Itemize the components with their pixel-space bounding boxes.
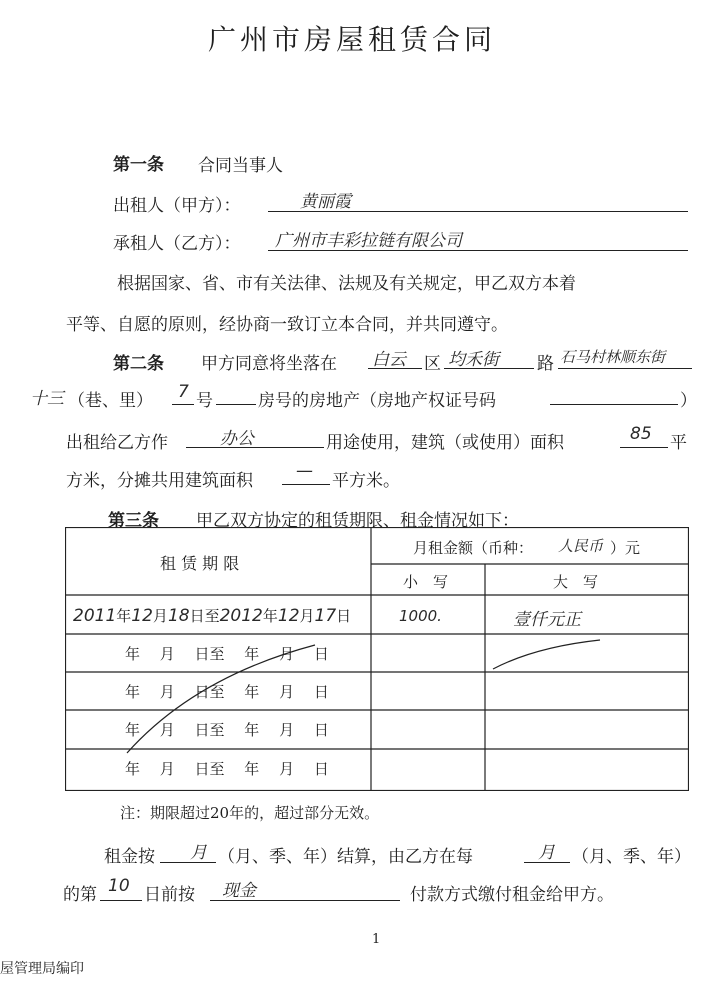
article1-paragraph-line1: 根据国家、省、市有关法律、法规及有关规定，甲乙双方本着 xyxy=(117,274,576,294)
article2-text6: 房号的房地产（房地产权证号码 xyxy=(258,391,496,411)
currency-value: 人民币 xyxy=(558,537,604,555)
article1-paragraph-line2: 平等、自愿的原则，经协商一致订立本合同，并共同遵守。 xyxy=(66,315,508,335)
settlement-unit1: 月 xyxy=(190,843,207,863)
road-underline xyxy=(558,368,692,369)
article2-text6-end: ） xyxy=(680,391,697,411)
footnote: 注：期限超过20年的，超过部分无效。 xyxy=(120,804,380,822)
article2-text11: 平方米。 xyxy=(332,471,400,491)
article2-heading: 第二条 xyxy=(113,354,164,374)
row2-period: 年 月 日至 年 月 日 xyxy=(125,645,329,663)
article2-text4: （巷、里） xyxy=(68,391,153,411)
page-title: 广州市房屋租赁合同 xyxy=(207,23,496,56)
shared-area-value: — xyxy=(296,461,313,481)
header-big: 大 写 xyxy=(553,573,599,591)
room-underline xyxy=(216,404,256,405)
number-underline xyxy=(172,404,194,405)
district-value: 白云 xyxy=(372,350,406,370)
row1-start-day: 18 xyxy=(167,606,190,626)
article2-text2: 区 xyxy=(424,354,441,374)
settlement-method-underline xyxy=(210,900,400,901)
row1-dayto-label: 日至 xyxy=(189,607,220,625)
article2-text5: 号 xyxy=(196,391,213,411)
row1-month2-label: 月 xyxy=(299,607,315,625)
use-underline xyxy=(186,447,324,448)
area-value: 85 xyxy=(630,424,652,444)
article2-text7: 出租给乙方作 xyxy=(66,433,168,453)
page-number: 1 xyxy=(372,932,381,947)
row1-small-amount: 1000. xyxy=(399,607,442,625)
row1-day-label: 日 xyxy=(336,607,352,625)
article3-text: 甲乙双方协定的租赁期限、租金情况如下： xyxy=(196,511,519,531)
row5-period: 年 月 日至 年 月 日 xyxy=(125,760,329,778)
header-small: 小 写 xyxy=(403,573,449,591)
article1-subject: 合同当事人 xyxy=(198,156,283,176)
settlement-day: 10 xyxy=(108,876,130,896)
number-value: 7 xyxy=(178,382,189,402)
settlement-text2: （月、季、年）结算，由乙方在每 xyxy=(218,847,473,867)
article3-heading: 第三条 xyxy=(108,511,159,531)
cancel-stroke-right xyxy=(493,640,600,669)
article2-text10: 方米，分摊共用建筑面积 xyxy=(66,471,253,491)
street-value: 均禾街 xyxy=(448,350,499,370)
article1-heading: 第一条 xyxy=(113,155,164,175)
settlement-text1: 租金按 xyxy=(104,847,155,867)
row1-period xyxy=(73,605,351,626)
lessee-underline xyxy=(268,250,688,251)
row4-period: 年 月 日至 年 月 日 xyxy=(125,721,329,739)
settlement-text3: （月、季、年） xyxy=(572,847,691,867)
article2-text9: 平 xyxy=(670,433,687,453)
row1-year2-label: 年 xyxy=(262,607,278,625)
lessor-underline xyxy=(268,211,688,212)
row1-end-day: 17 xyxy=(314,606,337,626)
settlement-text5: 日前按 xyxy=(144,885,195,905)
lane-value: 十三 xyxy=(30,389,64,409)
use-value: 办公 xyxy=(220,429,254,449)
article2-text8: 用途使用，建筑（或使用）面积 xyxy=(326,433,564,453)
header-rent-suffix: ）元 xyxy=(610,539,641,557)
shared-area-underline xyxy=(282,484,330,485)
settlement-day-underline xyxy=(100,900,142,901)
rent-table xyxy=(65,527,689,791)
settlement-method: 现金 xyxy=(222,881,256,901)
row1-big-amount: 壹仟元正 xyxy=(513,610,581,630)
article2-text3: 路 xyxy=(537,354,554,374)
lessor-label: 出租人（甲方）： xyxy=(113,196,241,216)
row1-year-label: 年 xyxy=(116,607,132,625)
row3-period: 年 月 日至 年 月 日 xyxy=(125,683,329,701)
row1-start-month: 12 xyxy=(131,606,153,626)
certificate-underline xyxy=(550,404,678,405)
row1-end-year: 2012 xyxy=(219,606,263,626)
article2-text1: 甲方同意将坐落在 xyxy=(201,354,337,374)
lessee-label: 承租人（乙方）： xyxy=(113,234,241,254)
row1-start-year: 2011 xyxy=(73,606,117,626)
settlement-unit2-underline xyxy=(524,862,570,863)
area-underline xyxy=(620,447,668,448)
district-underline xyxy=(368,368,422,369)
row1-end-month: 12 xyxy=(277,606,300,626)
row1-month-label: 月 xyxy=(152,607,168,625)
road-value: 石马村林顺东街 xyxy=(560,348,666,366)
street-underline xyxy=(444,368,534,369)
settlement-unit1-underline xyxy=(160,862,216,863)
header-period: 租 赁 期 限 xyxy=(160,554,240,573)
settlement-text4: 的第 xyxy=(63,885,97,905)
settlement-text6: 付款方式缴付租金给甲方。 xyxy=(410,885,614,905)
lessee-value: 广州市丰彩拉链有限公司 xyxy=(275,231,462,251)
header-rent-prefix: 月租金额（币种： xyxy=(413,539,534,557)
settlement-unit2: 月 xyxy=(538,843,555,863)
lessor-value: 黄丽霞 xyxy=(300,192,351,212)
publisher-footer: 屋管理局编印 xyxy=(0,961,84,977)
